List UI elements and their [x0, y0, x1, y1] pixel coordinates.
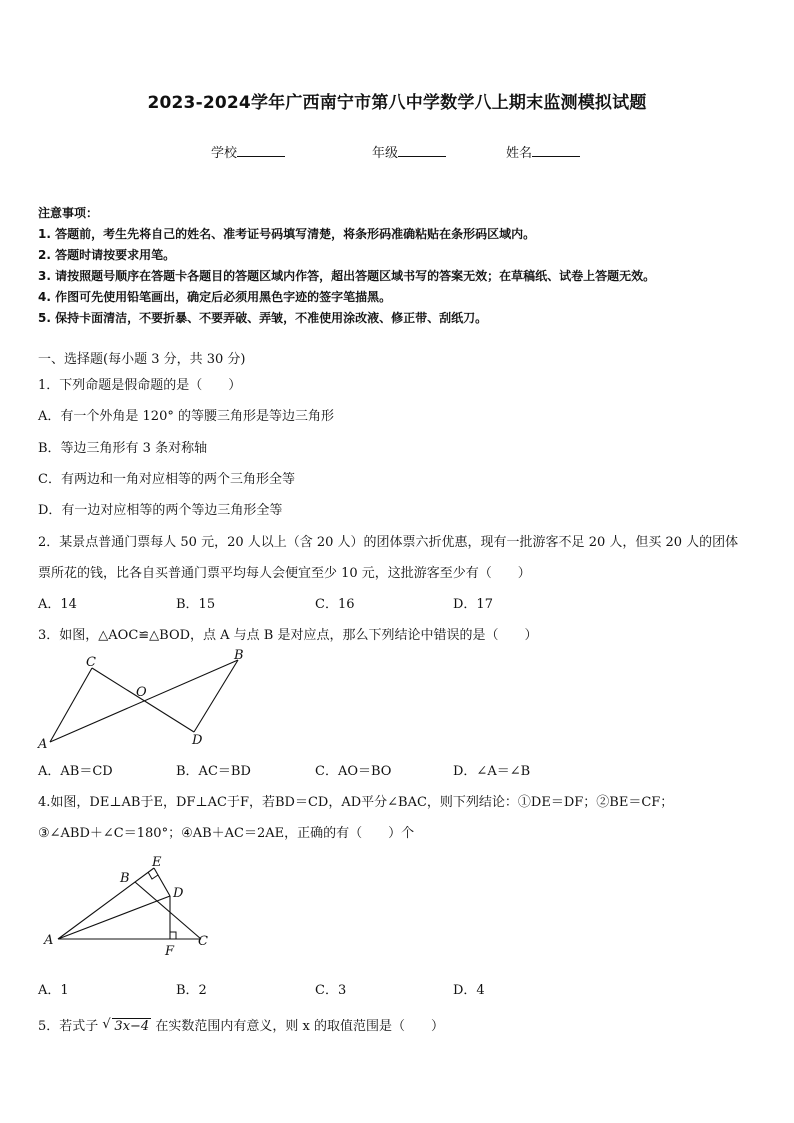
note-item: 2. 答题时请按要求用笔。 [38, 248, 176, 262]
q4-segment-ed [154, 868, 170, 896]
q3-option-c: C．AO＝BO [315, 764, 392, 779]
q3-label-b: B [234, 648, 244, 663]
q2-option-d: D．17 [453, 597, 493, 612]
q3-option-b: B．AC＝BD [176, 764, 251, 779]
q2-stem-line2: 票所花的钱，比各自买普通门票平均每人会便宜至少 10 元，这批游客至少有（ ） [38, 566, 531, 581]
q3-segment-cd [92, 668, 194, 732]
q4-option-b: B．2 [176, 983, 207, 998]
q4-label-c: C [198, 934, 208, 949]
school-label: 学校 [211, 146, 238, 161]
name-blank [532, 143, 580, 157]
q4-figure [38, 852, 218, 960]
q4-option-d: D．4 [453, 983, 485, 998]
notes-heading: 注意事项： [38, 206, 99, 220]
q4-label-f: F [165, 944, 175, 959]
q5-stem-after: 在实数范围内有意义，则 x 的取值范围是（ ） [155, 1019, 444, 1034]
q4-stem-line2: ③∠ABD＋∠C＝180°；④AB＋AC＝2AE，正确的有（ ）个 [38, 826, 415, 841]
q3-figure [36, 646, 252, 752]
q4-label-e: E [152, 855, 162, 870]
q1-option-a: A．有一个外角是 120° 的等腰三角形是等边三角形 [38, 409, 334, 424]
q3-label-o: O [136, 685, 147, 700]
q5-radicand: 3x−4 [114, 1019, 150, 1034]
q3-segment-bd [194, 660, 238, 732]
name-label: 姓名 [506, 146, 533, 161]
q3-segment-ac [50, 668, 92, 742]
name-field [506, 142, 580, 161]
q3-stem: 3．如图，△AOC≌△BOD，点 A 与点 B 是对应点，那么下列结论中错误的是（ ） [38, 628, 538, 643]
q3-label-a: A [38, 737, 48, 752]
section-heading: 一、选择题(每小题 3 分，共 30 分) [38, 352, 246, 367]
q2-option-b: B．15 [176, 597, 216, 612]
q5-sqrt-expression [102, 1019, 151, 1034]
q3-label-c: C [86, 655, 96, 670]
q4-option-c: C．3 [315, 983, 347, 998]
grade-label: 年级 [372, 146, 399, 161]
note-item: 1. 答题前，考生先将自己的姓名、准考证号码填写清楚，将条形码准确粘贴在条形码区域内。 [38, 227, 536, 241]
q5-stem-before: 5．若式子 [38, 1019, 99, 1034]
q4-stem-line1: 4.如图，DE⊥AB于E，DF⊥AC于F，若BD＝CD，AD平分∠BAC，则下列结论：①DE＝DF；②BE＝CF； [38, 795, 674, 810]
q4-label-a: A [44, 933, 54, 948]
q4-segment-ae [58, 868, 154, 939]
q4-label-d: D [173, 886, 184, 901]
q2-stem-line1: 2．某景点普通门票每人 50 元，20 人以上（含 20 人）的团体票六折优惠，现有一批游客不足 20 人，但买 20 人的团体 [38, 535, 739, 550]
q1-stem: 1．下列命题是假命题的是（ ） [38, 378, 242, 393]
q3-option-d: D．∠A＝∠B [453, 764, 531, 779]
q1-option-b: B．等边三角形有 3 条对称轴 [38, 441, 208, 456]
q2-option-a: A．14 [38, 597, 77, 612]
note-item: 3. 请按照题号顺序在答题卡各题目的答题区域内作答，超出答题区域书写的答案无效；在草稿纸、试卷上答题无效。 [38, 269, 656, 283]
school-blank [237, 143, 285, 157]
q3-label-d: D [192, 733, 203, 748]
q4-label-b: B [120, 871, 130, 886]
page-title: 2023-2024学年广西南宁市第八中学数学八上期末监测模拟试题 [147, 93, 647, 113]
sqrt-icon: √ [102, 1017, 111, 1032]
q4-option-a: A．1 [38, 983, 69, 998]
q5-stem [38, 1015, 444, 1034]
q4-segment-ad [58, 896, 170, 939]
q1-option-c: C．有两边和一角对应相等的两个三角形全等 [38, 472, 295, 487]
notes-block [38, 203, 778, 329]
q4-right-angle-f [170, 932, 176, 939]
q1-option-d: D．有一边对应相等的两个等边三角形全等 [38, 503, 283, 518]
q2-option-c: C．16 [315, 597, 355, 612]
q3-option-a: A．AB＝CD [38, 764, 113, 779]
grade-field [372, 142, 446, 161]
q4-segment-bc [135, 882, 201, 939]
note-item: 4. 作图可先使用铅笔画出，确定后必须用黑色字迹的签字笔描黑。 [38, 290, 392, 304]
note-item: 5. 保持卡面清洁，不要折暴、不要弄破、弄皱，不准使用涂改液、修正带、刮纸刀。 [38, 311, 488, 325]
school-field [211, 142, 285, 161]
q3-segment-ab [50, 660, 238, 742]
grade-blank [398, 143, 446, 157]
